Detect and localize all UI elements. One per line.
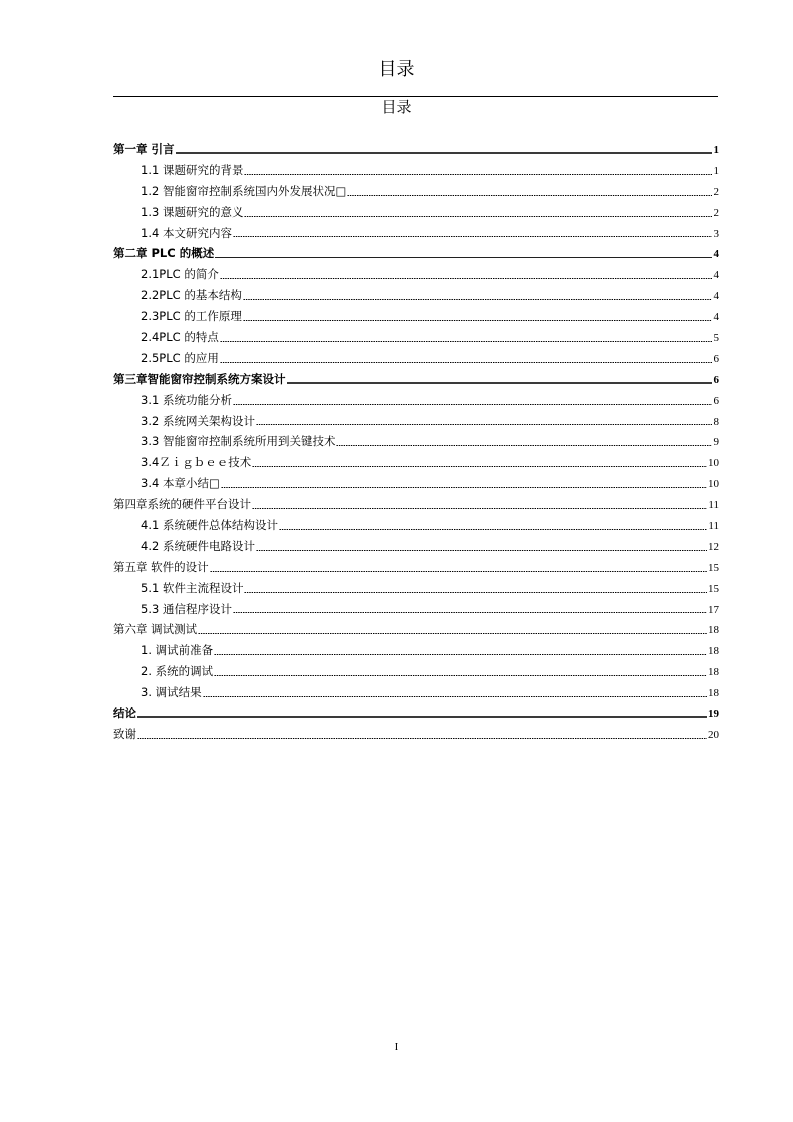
toc-entry-page-number: 2 bbox=[713, 185, 719, 198]
toc-entry-title: 1.3 课题研究的意义 bbox=[141, 204, 244, 219]
toc-chapter-entry[interactable] bbox=[113, 619, 719, 640]
toc-chapter-entry[interactable] bbox=[113, 369, 719, 390]
toc-entry-page-number: 20 bbox=[708, 728, 719, 741]
toc-dot-leader bbox=[198, 633, 707, 634]
toc-entry-page-number: 5 bbox=[713, 332, 719, 345]
toc-entry-title: 1.2 智能窗帘控制系统国内外发展状况□ bbox=[141, 183, 347, 198]
toc-entry-page-number: 4 bbox=[713, 290, 719, 303]
toc-section-entry[interactable] bbox=[113, 181, 719, 202]
toc-entry-page-number: 11 bbox=[708, 520, 719, 533]
toc-section-entry[interactable] bbox=[113, 640, 719, 661]
toc-dot-leader bbox=[203, 696, 707, 697]
toc-entry-page-number: 1 bbox=[713, 164, 719, 177]
toc-entry-page-number: 17 bbox=[708, 603, 719, 616]
toc-entry-page-number: 3 bbox=[713, 227, 719, 240]
toc-dot-leader bbox=[256, 424, 712, 425]
toc-dot-leader bbox=[220, 341, 712, 342]
toc-chapter-entry[interactable] bbox=[113, 139, 719, 160]
toc-dot-leader bbox=[137, 716, 707, 718]
toc-section-entry[interactable] bbox=[113, 285, 719, 306]
toc-section-entry[interactable] bbox=[113, 431, 719, 452]
toc-chapter-entry[interactable] bbox=[113, 494, 719, 515]
toc-entry-title: 1.1 课题研究的背景 bbox=[141, 162, 244, 177]
toc-entry-title: 3. 调试结果 bbox=[141, 685, 202, 700]
toc-entry-title: 3.4Ｚｉｇｂｅｅ技术 bbox=[141, 455, 252, 470]
toc-entry-page-number: 9 bbox=[713, 436, 719, 449]
toc-section-entry[interactable] bbox=[113, 578, 719, 599]
toc-entry-title: 2.4PLC 的特点 bbox=[141, 330, 219, 345]
toc-dot-leader bbox=[243, 299, 712, 300]
toc-chapter-entry[interactable] bbox=[113, 557, 719, 578]
toc-entry-page-number: 1 bbox=[713, 144, 719, 156]
toc-section-entry[interactable] bbox=[113, 682, 719, 703]
toc-entry-page-number: 12 bbox=[708, 540, 719, 553]
toc-section-entry[interactable] bbox=[113, 160, 719, 181]
toc-entry-page-number: 2 bbox=[713, 206, 719, 219]
toc-dot-leader bbox=[176, 152, 712, 154]
toc-entry-page-number: 15 bbox=[708, 561, 719, 574]
toc-section-entry[interactable] bbox=[113, 223, 719, 244]
toc-entry-title: 2. 系统的调试 bbox=[141, 664, 214, 679]
toc-entry-page-number: 18 bbox=[708, 666, 719, 679]
toc-entry-page-number: 18 bbox=[708, 624, 719, 637]
toc-chapter-entry[interactable] bbox=[113, 724, 719, 745]
toc-section-entry[interactable] bbox=[113, 599, 719, 620]
toc-dot-leader bbox=[256, 550, 707, 551]
toc-dot-leader bbox=[137, 738, 707, 739]
toc-dot-leader bbox=[244, 174, 712, 175]
toc-heading: 目录 bbox=[381, 98, 412, 116]
toc-section-entry[interactable] bbox=[113, 327, 719, 348]
toc-section-entry[interactable] bbox=[113, 473, 719, 494]
toc-entry-title: 第二章 PLC 的概述 bbox=[113, 246, 215, 261]
toc-chapter-entry[interactable] bbox=[113, 703, 719, 724]
toc-entry-title: 结论 bbox=[113, 706, 136, 721]
toc-section-entry[interactable] bbox=[113, 411, 719, 432]
toc-entry-page-number: 6 bbox=[713, 373, 719, 386]
toc-entry-title: 5.1 软件主流程设计 bbox=[141, 580, 244, 595]
toc-entry-title: 1. 调试前准备 bbox=[141, 643, 214, 658]
toc-section-entry[interactable] bbox=[113, 348, 719, 369]
toc-dot-leader bbox=[233, 612, 707, 613]
toc-entry-title: 2.2PLC 的基本结构 bbox=[141, 288, 242, 303]
toc-dot-leader bbox=[214, 654, 707, 655]
toc-dot-leader bbox=[233, 236, 712, 237]
toc-entry-page-number: 18 bbox=[708, 687, 719, 700]
toc-entry-page-number: 4 bbox=[713, 311, 719, 324]
toc-entry-page-number: 6 bbox=[713, 394, 719, 407]
toc-entry-title: 2.1PLC 的简介 bbox=[141, 267, 219, 282]
toc-entry-title: 2.5PLC 的应用 bbox=[141, 350, 219, 365]
toc-dot-leader bbox=[252, 466, 707, 467]
toc-entry-page-number: 18 bbox=[708, 645, 719, 658]
page-number: I bbox=[394, 1041, 399, 1053]
toc-dot-leader bbox=[220, 362, 712, 363]
toc-section-entry[interactable] bbox=[113, 452, 719, 473]
toc-section-entry[interactable] bbox=[113, 306, 719, 327]
toc-entry-title: 第三章智能窗帘控制系统方案设计 bbox=[113, 371, 286, 386]
toc-dot-leader bbox=[220, 278, 712, 279]
toc-entry-title: 2.3PLC 的工作原理 bbox=[141, 309, 242, 324]
toc-dot-leader bbox=[215, 257, 712, 259]
toc-entry-title: 4.1 系统硬件总体结构设计 bbox=[141, 518, 278, 533]
toc-entry-page-number: 19 bbox=[708, 708, 719, 721]
toc-entry-title: 第一章 引言 bbox=[113, 142, 175, 156]
toc-entry-title: 3.2 系统网关架构设计 bbox=[141, 413, 255, 428]
toc-dot-leader bbox=[287, 382, 713, 384]
toc-entry-title: 第五章 软件的设计 bbox=[113, 559, 209, 574]
toc-entry-page-number: 4 bbox=[713, 269, 719, 282]
toc-dot-leader bbox=[347, 195, 712, 196]
toc-section-entry[interactable] bbox=[113, 264, 719, 285]
toc-dot-leader bbox=[233, 404, 712, 405]
toc-section-entry[interactable] bbox=[113, 390, 719, 411]
toc-dot-leader bbox=[221, 487, 707, 488]
toc-dot-leader bbox=[244, 592, 707, 593]
toc-dot-leader bbox=[244, 216, 712, 217]
toc-entry-page-number: 4 bbox=[713, 248, 719, 261]
toc-section-entry[interactable] bbox=[113, 536, 719, 557]
toc-entry-page-number: 10 bbox=[708, 457, 719, 470]
toc-entry-title: 第四章系统的硬件平台设计 bbox=[113, 497, 251, 512]
toc-dot-leader bbox=[252, 508, 707, 509]
toc-entry-title: 3.1 系统功能分析 bbox=[141, 392, 232, 407]
toc-section-entry[interactable] bbox=[113, 661, 719, 682]
toc-chapter-entry[interactable] bbox=[113, 243, 719, 264]
toc-entry-title: 3.4 本章小结□ bbox=[141, 476, 220, 491]
toc-entry-title: 1.4 本文研究内容 bbox=[141, 225, 232, 240]
toc-dot-leader bbox=[210, 571, 707, 572]
toc-entry-title: 第六章 调试测试 bbox=[113, 622, 198, 637]
toc-entry-page-number: 6 bbox=[713, 352, 719, 365]
toc-section-entry[interactable] bbox=[113, 202, 719, 223]
toc-dot-leader bbox=[336, 445, 712, 446]
toc-dot-leader bbox=[279, 529, 707, 530]
running-header-title: 目录 bbox=[378, 59, 415, 80]
toc-dot-leader bbox=[214, 675, 707, 676]
toc-dot-leader bbox=[243, 320, 712, 321]
table-of-contents bbox=[113, 139, 719, 745]
toc-entry-title: 致谢 bbox=[113, 726, 136, 741]
toc-entry-page-number: 11 bbox=[708, 499, 719, 512]
toc-entry-page-number: 8 bbox=[713, 415, 719, 428]
toc-entry-page-number: 15 bbox=[708, 582, 719, 595]
toc-entry-page-number: 10 bbox=[708, 478, 719, 491]
toc-section-entry[interactable] bbox=[113, 515, 719, 536]
toc-entry-title: 3.3 智能窗帘控制系统所用到关键技术 bbox=[141, 434, 336, 449]
toc-entry-title: 5.3 通信程序设计 bbox=[141, 601, 232, 616]
toc-entry-title: 4.2 系统硬件电路设计 bbox=[141, 538, 255, 553]
